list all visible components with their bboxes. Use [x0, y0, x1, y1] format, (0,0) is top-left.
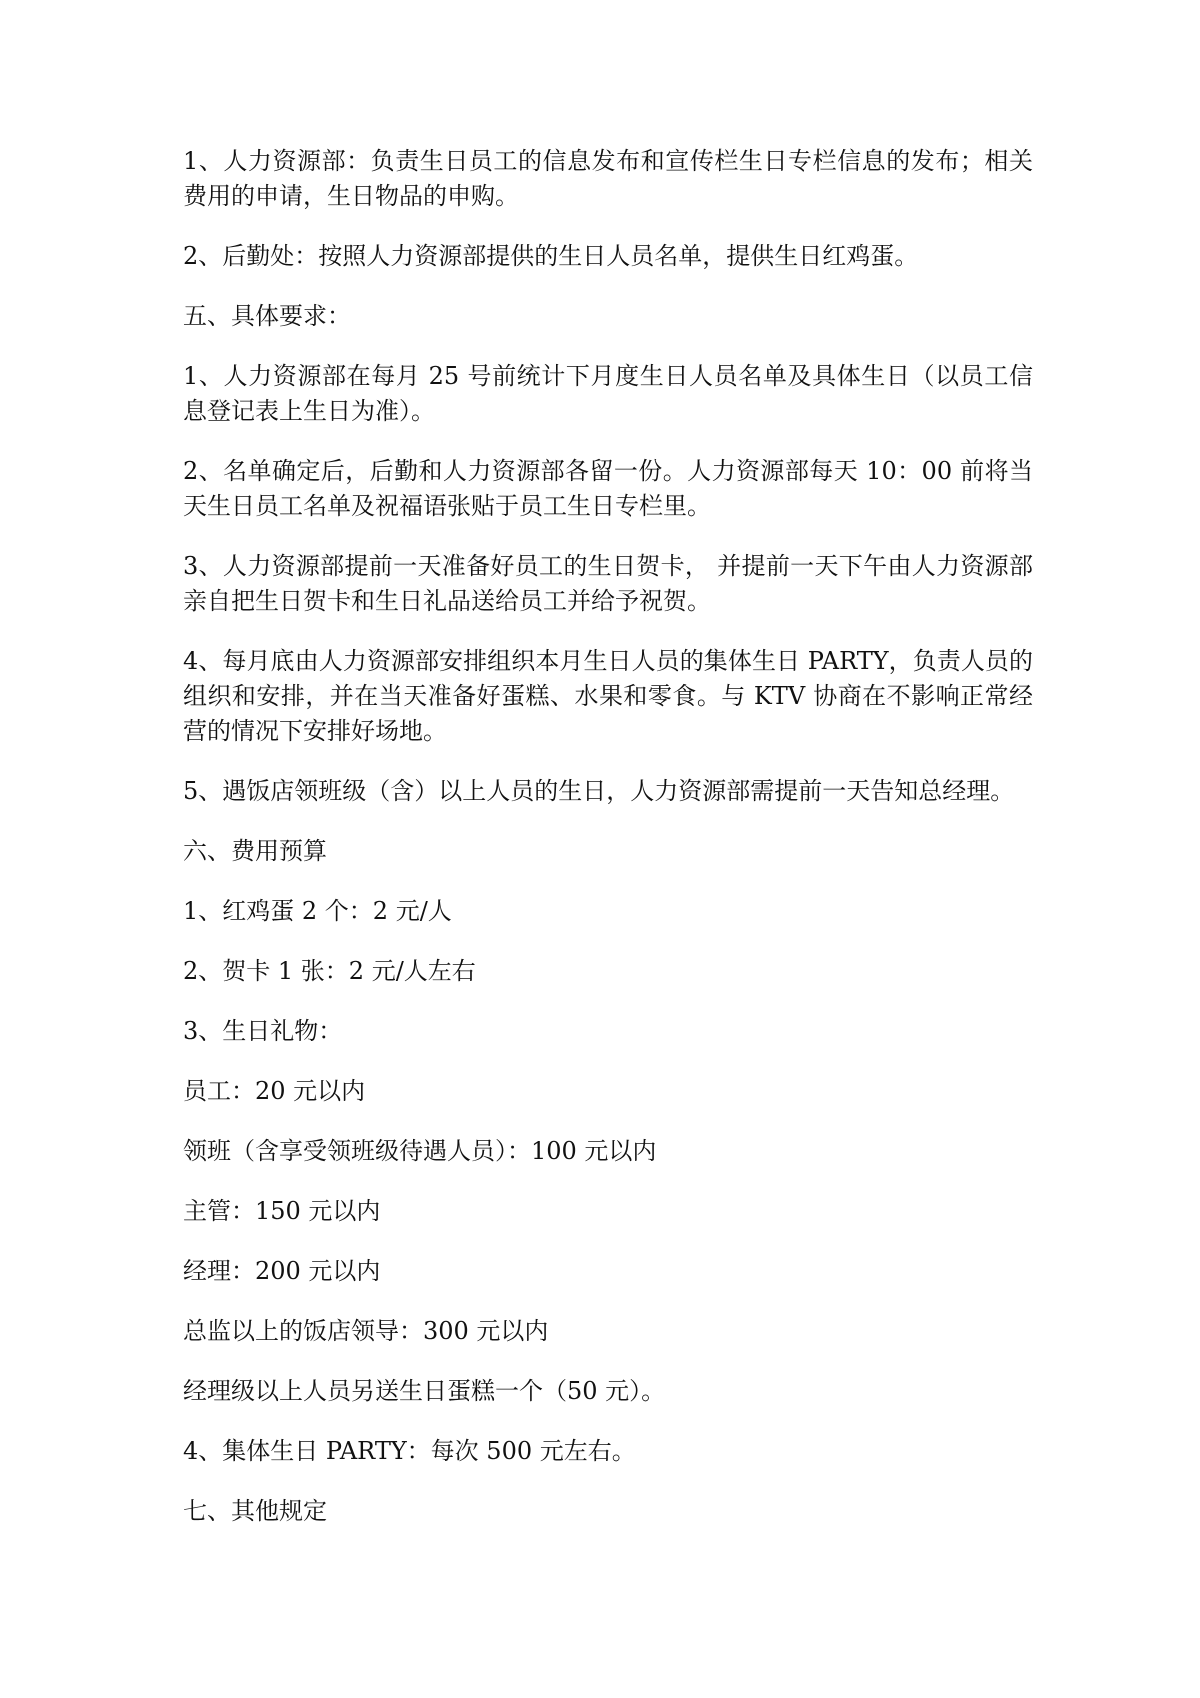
gift-level-director: 总监以上的饭店领导：300 元以内 [183, 1317, 549, 1345]
paragraph-requirement-5: 5、遇饭店领班级（含）以上人员的生日，人力资源部需提前一天告知总经理。 [183, 777, 1015, 805]
budget-item-gift: 3、生日礼物： [183, 1017, 343, 1045]
paragraph-requirement-3: 3、人力资源部提前一天准备好员工的生日贺卡， 并提前一天下午由人力资源部亲自把生日贺卡和生日礼品送给员工并给予祝贺。 [183, 552, 1033, 615]
paragraph-responsibility-hr: 1、人力资源部：负责生日员工的信息发布和宣传栏生日专栏信息的发布；相关费用的申请，生日物品的申购。 [183, 147, 1033, 210]
section-heading-budget: 六、费用预算 [183, 837, 327, 865]
gift-level-team-lead: 领班（含享受领班级待遇人员）：100 元以内 [183, 1137, 657, 1165]
paragraph-requirement-4: 4、每月底由人力资源部安排组织本月生日人员的集体生日 PARTY，负责人员的组织和安排，并在当天准备好蛋糕、水果和零食。与 KTV 协商在不影响正常经营的情况下安排好场地。 [183, 647, 1033, 745]
section-heading-other-rules: 七、其他规定 [183, 1497, 327, 1525]
section-heading-requirements: 五、具体要求： [183, 302, 351, 330]
paragraph-requirement-1: 1、人力资源部在每月 25 号前统计下月度生日人员名单及具体生日（以员工信息登记表上生日为准）。 [183, 362, 1033, 425]
budget-item-eggs: 1、红鸡蛋 2 个：2 元/人 [183, 897, 452, 925]
gift-level-manager: 经理：200 元以内 [183, 1257, 381, 1285]
paragraph-requirement-2: 2、名单确定后，后勤和人力资源部各留一份。人力资源部每天 10：00 前将当天生日员工名单及祝福语张贴于员工生日专栏里。 [183, 457, 1033, 520]
budget-item-party: 4、集体生日 PARTY：每次 500 元左右。 [183, 1437, 636, 1465]
gift-level-supervisor: 主管：150 元以内 [183, 1197, 381, 1225]
gift-level-staff: 员工：20 元以内 [183, 1077, 366, 1105]
budget-item-card: 2、贺卡 1 张：2 元/人左右 [183, 957, 476, 985]
gift-extra-cake: 经理级以上人员另送生日蛋糕一个（50 元）。 [183, 1377, 666, 1405]
paragraph-responsibility-logistics: 2、后勤处：按照人力资源部提供的生日人员名单，提供生日红鸡蛋。 [183, 242, 919, 270]
document-body [183, 144, 1033, 1554]
